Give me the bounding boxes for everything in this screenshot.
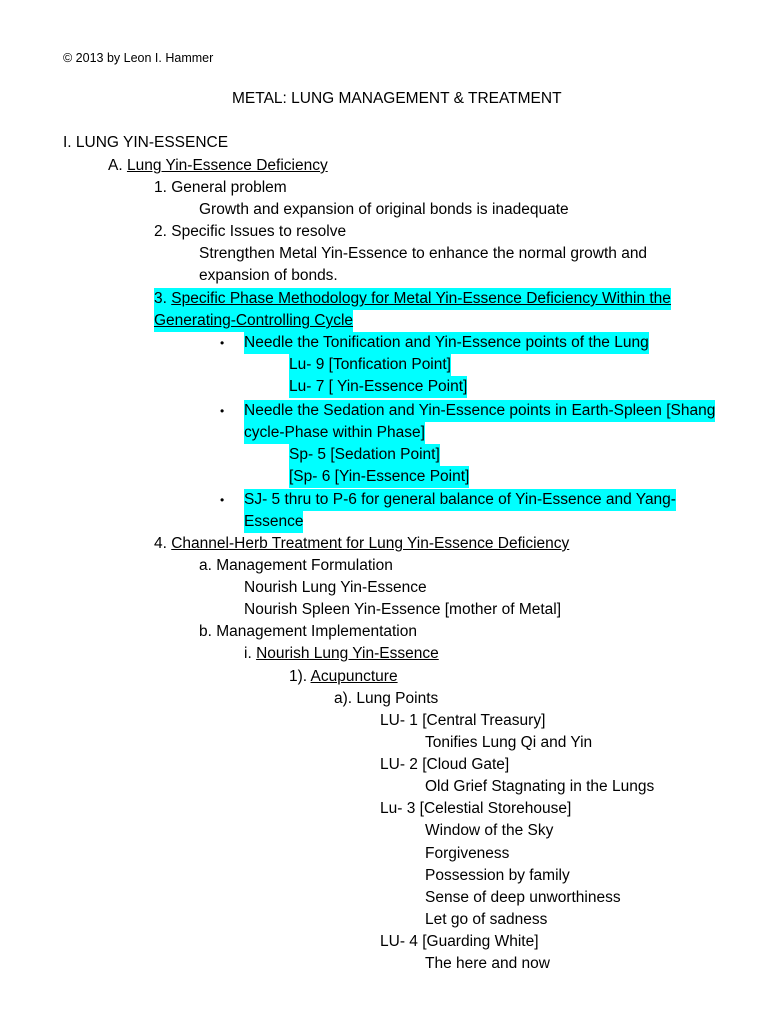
- bullet-2-point-2: [Sp- 6 [Yin-Essence Point]: [289, 466, 469, 488]
- bullet-3-text-line-2: Essence: [244, 511, 303, 533]
- point-lu3: Lu- 3 [Celestial Storehouse]: [380, 800, 572, 817]
- item-1-heading: 1. General problem: [154, 179, 287, 196]
- sub-a-heading: a. Management Formulation: [199, 557, 393, 574]
- bullet-2-point-1: Sp- 5 [Sedation Point]: [289, 444, 440, 466]
- point-lu3-description-5: Let go of sadness: [425, 911, 548, 928]
- sub-a-line-2: Nourish Spleen Yin-Essence [mother of Metal]: [244, 601, 562, 618]
- point-lu1: LU- 1 [Central Treasury]: [380, 712, 546, 729]
- sub-b-heading: b. Management Implementation: [199, 623, 417, 640]
- point-lu1-description: Tonifies Lung Qi and Yin: [425, 734, 593, 751]
- point-lu3-description-2: Forgiveness: [425, 845, 510, 862]
- item-2-text-line-2: expansion of bonds.: [199, 267, 338, 284]
- sub-i-heading: [244, 643, 439, 665]
- point-lu3-description-3: Possession by family: [425, 867, 570, 884]
- point-lu4: LU- 4 [Guarding White]: [380, 933, 539, 950]
- item-2-heading: 2. Specific Issues to resolve: [154, 223, 347, 240]
- point-lu4-description: The here and now: [425, 955, 550, 972]
- bullet-marker-1: •: [220, 336, 225, 350]
- bullet-marker-2: •: [220, 404, 225, 418]
- sub-1-title: Acupuncture: [310, 668, 398, 685]
- item-3-title-part-1: Specific Phase Methodology for Metal Yin-Essence Deficiency Within the: [171, 290, 671, 307]
- bullet-3-text-line-1: SJ- 5 thru to P-6 for general balance of Yin-Essence and Yang-: [244, 489, 676, 511]
- sub-i-number: i.: [244, 645, 257, 662]
- point-lu3-description-4: Sense of deep unworthiness: [425, 889, 621, 906]
- point-lu2: LU- 2 [Cloud Gate]: [380, 756, 510, 773]
- sub-i-title: Nourish Lung Yin-Essence: [256, 645, 439, 662]
- section-heading: I. LUNG YIN-ESSENCE: [63, 134, 229, 151]
- subsection-a: [108, 155, 328, 177]
- sub-a-line-1: Nourish Lung Yin-Essence: [244, 579, 427, 596]
- bullet-marker-3: •: [220, 493, 225, 507]
- subsection-a-label: A.: [108, 157, 127, 174]
- item-3-number: 3.: [154, 290, 172, 307]
- point-lu3-description-1: Window of the Sky: [425, 822, 554, 839]
- lung-points-heading: a). Lung Points: [334, 690, 439, 707]
- item-4-title: Channel-Herb Treatment for Lung Yin-Essence Deficiency: [171, 535, 570, 552]
- point-lu2-description: Old Grief Stagnating in the Lungs: [425, 778, 655, 795]
- bullet-1-point-1: Lu- 9 [Tonfication Point]: [289, 354, 451, 376]
- item-4-heading: [154, 533, 569, 555]
- item-2-text-line-1: Strengthen Metal Yin-Essence to enhance the normal growth and: [199, 245, 648, 262]
- bullet-1-text: Needle the Tonification and Yin-Essence points of the Lung: [244, 332, 649, 354]
- bullet-2-text-line-1: Needle the Sedation and Yin-Essence points in Earth-Spleen [Shang: [244, 400, 715, 422]
- page-title: METAL: LUNG MANAGEMENT & TREATMENT: [232, 90, 562, 107]
- copyright-notice: © 2013 by Leon I. Hammer: [63, 51, 214, 65]
- subsection-a-title: Lung Yin-Essence Deficiency: [126, 157, 328, 174]
- bullet-1-point-2: Lu- 7 [ Yin-Essence Point]: [289, 376, 467, 398]
- item-4-number: 4.: [154, 535, 172, 552]
- item-3-heading-line-2: Generating-Controlling Cycle: [154, 310, 353, 332]
- item-3-heading-line-1: [154, 288, 671, 310]
- bullet-2-text-line-2: cycle-Phase within Phase]: [244, 422, 425, 444]
- sub-1-heading: [289, 666, 398, 688]
- sub-1-number: 1).: [289, 668, 311, 685]
- item-1-text: Growth and expansion of original bonds is inadequate: [199, 201, 569, 218]
